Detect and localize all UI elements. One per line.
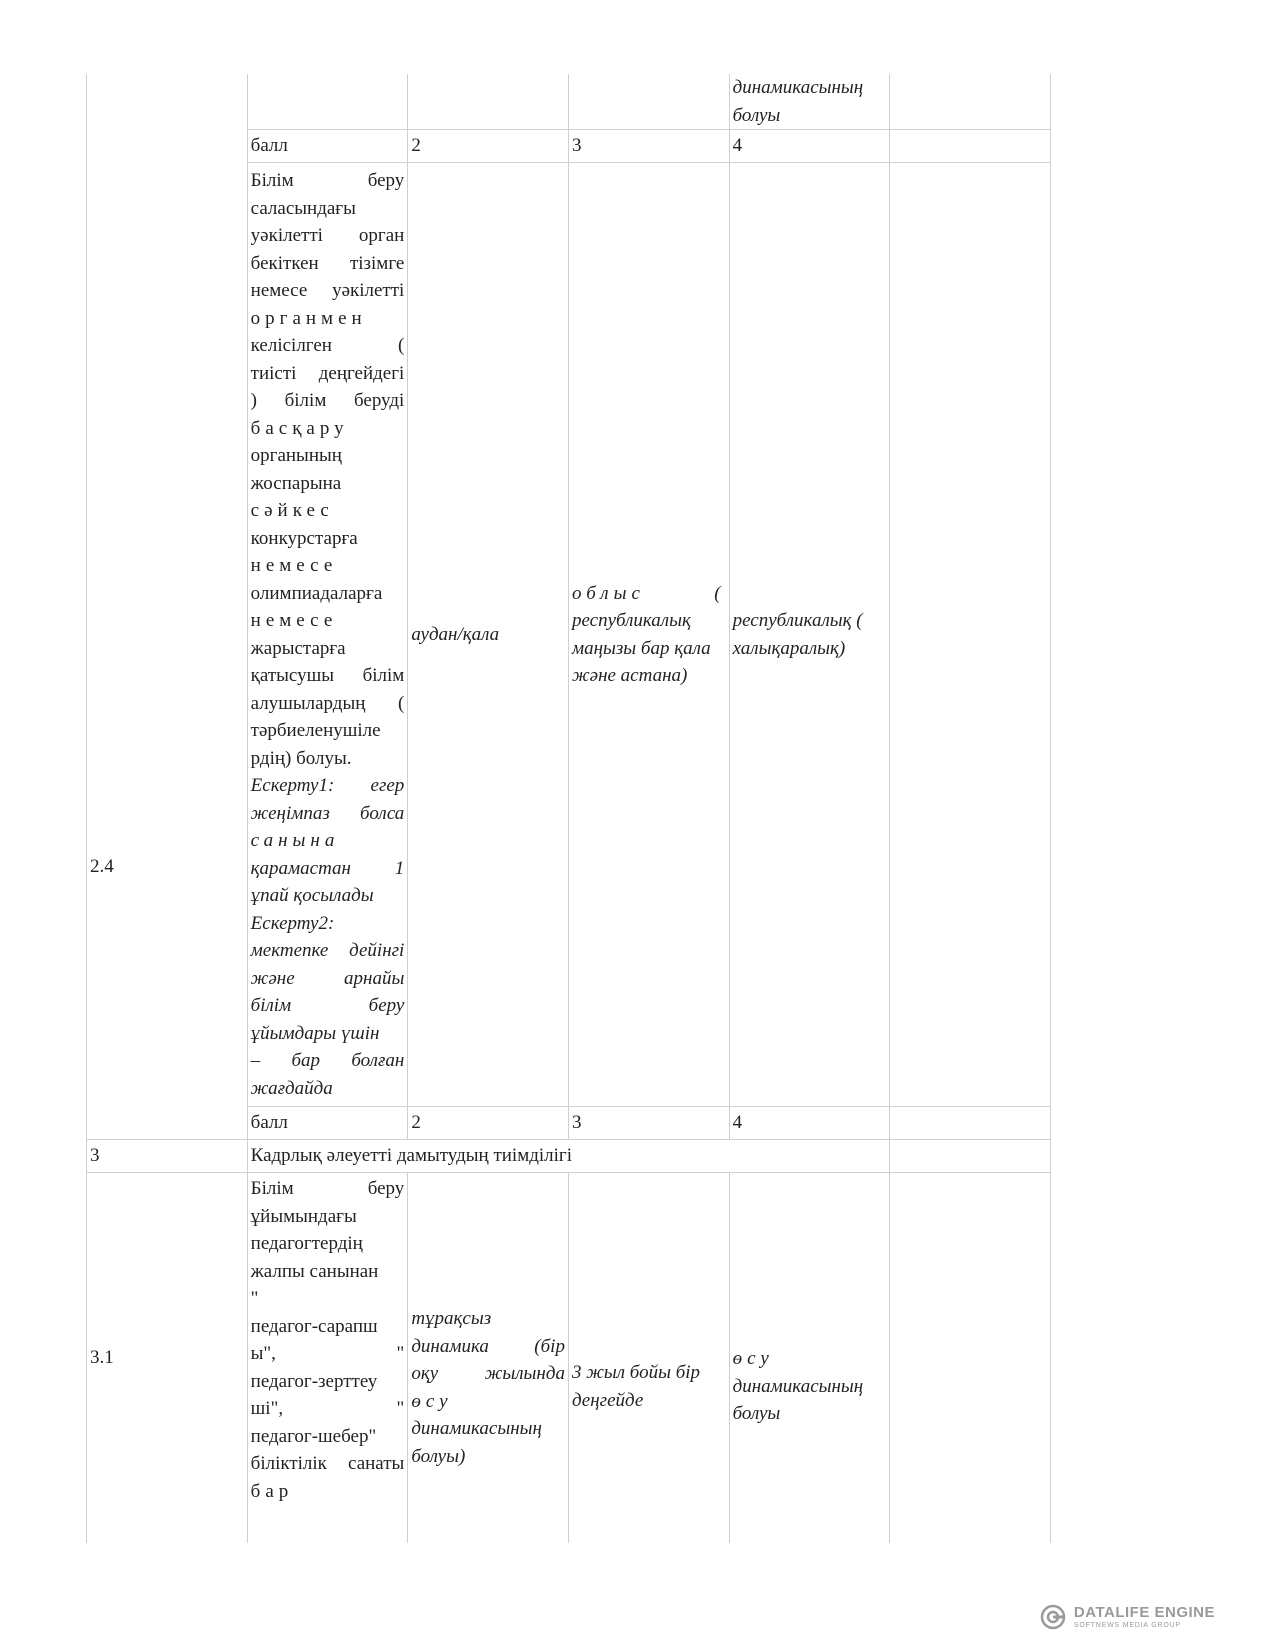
value-cell [729, 1173, 890, 1543]
note-line: жағдайда [250, 1077, 333, 1099]
description-line: немесе уәкілетті [250, 280, 405, 301]
description-line: тәрбиеленушіле [250, 720, 381, 741]
description-line: бекіткен тізімге [250, 252, 405, 274]
description-line: Білім беру [250, 170, 405, 191]
empty-cell [890, 74, 1051, 130]
description-line: ы", " [250, 1343, 405, 1364]
value-cell [729, 74, 890, 130]
value-line: өсу [411, 1390, 453, 1412]
score-label-cell: балл [247, 1107, 408, 1140]
watermark-subtitle: SOFTNEWS MEDIA GROUP [1073, 1621, 1181, 1629]
description-line: ) білім беруді [250, 390, 405, 411]
value-line: болуы [732, 104, 781, 126]
watermark-text [1074, 1605, 1215, 1630]
note-line: мектепке дейінгі [250, 940, 405, 961]
value-line: маңызы бар қала [571, 637, 711, 659]
value-line: болуы) [411, 1445, 466, 1467]
value-line: динамикасының [732, 77, 864, 98]
note-line: білім беру [250, 995, 405, 1016]
value-line: республикалық [571, 610, 691, 631]
note-line: ұпай қосылады [250, 885, 374, 906]
description-line: рдің) болуы. [250, 747, 352, 769]
empty-cell [890, 163, 1051, 1107]
description-line: жоспарына [250, 472, 342, 494]
value-line: облыс ( [571, 582, 726, 604]
value-cell [568, 1173, 729, 1543]
value-line: динамика (бір [411, 1335, 565, 1357]
description-line: келісілген ( [250, 335, 405, 356]
description-line: жарыстарға [250, 637, 346, 659]
datalife-engine-watermark [1040, 1604, 1215, 1630]
note-line: ұйымдары үшін [250, 1022, 380, 1044]
value-line: республикалық ( [732, 610, 863, 631]
score-cell: 2 [408, 130, 569, 163]
description-line: немесе [250, 610, 338, 631]
description-line: қатысушы білім [250, 665, 405, 686]
datalife-logo-icon [1040, 1604, 1066, 1630]
empty-cell [890, 1140, 1051, 1173]
value-line: халықаралық) [732, 637, 846, 659]
description-line: жалпы санынан [250, 1260, 379, 1282]
description-line: уәкілетті орган [250, 225, 405, 246]
value-line: деңгейде [571, 1389, 644, 1411]
value-line: болуы [732, 1403, 781, 1424]
value-cell [729, 163, 890, 1107]
score-cell: 2 [408, 1107, 569, 1140]
value-cell [568, 74, 729, 130]
table-row [87, 1140, 1051, 1173]
description-line: ұйымындағы [250, 1205, 357, 1227]
empty-cell [890, 1173, 1051, 1543]
description-line: конкурстарға [250, 527, 358, 549]
description-line: олимпиадаларға [250, 582, 383, 604]
description-line: тиісті деңгейдегі [250, 362, 405, 384]
value-line: 3 жыл бойы бір [571, 1362, 701, 1383]
description-line: саласындағы [250, 197, 356, 219]
value-line: динамикасының [411, 1418, 542, 1439]
score-label-cell: балл [247, 130, 408, 163]
empty-cell [890, 130, 1051, 163]
description-line: ші", " [250, 1398, 405, 1419]
note-line: – бар болған [250, 1050, 405, 1071]
description-line: біліктілік санаты [250, 1453, 405, 1474]
description-line: педагог-шебер" [250, 1425, 377, 1447]
score-cell: 4 [729, 130, 890, 163]
description-line: " [250, 1288, 259, 1309]
description-line: сәйкес [250, 500, 334, 521]
score-cell: 4 [729, 1107, 890, 1140]
description-cell [247, 1173, 408, 1543]
section-number-cell: 3 [87, 1140, 248, 1173]
row-number-cell: 3.1 [87, 1173, 248, 1543]
value-cell [408, 74, 569, 130]
value-line: өсу [732, 1348, 774, 1369]
description-cell [247, 74, 408, 130]
watermark-title: DATALIFE ENGINE [1073, 1603, 1215, 1621]
description-line: басқару [250, 417, 349, 439]
description-line: органының [250, 445, 342, 466]
note-line: қарамастан 1 [250, 857, 405, 879]
row-number-cell: 2.4 [87, 74, 248, 1140]
description-line: немесе [250, 555, 338, 576]
table-row [87, 1173, 1051, 1543]
note-line: және арнайы [250, 967, 405, 989]
note-line: жеңімпаз болса [250, 802, 405, 824]
value-line: тұрақсыз [411, 1308, 492, 1329]
description-line: органмен [250, 307, 367, 329]
description-line: алушылардың ( [250, 692, 405, 714]
note-line: санына [250, 830, 340, 851]
empty-cell [890, 1107, 1051, 1140]
description-line: педагогтердің [250, 1233, 363, 1254]
value-line: аудан/қала [411, 623, 500, 645]
table-row [87, 74, 1051, 130]
score-cell: 3 [568, 130, 729, 163]
value-line: және астана) [571, 665, 688, 686]
value-cell [408, 1173, 569, 1543]
description-cell [247, 163, 408, 1107]
note-line: Ескерту2: [250, 912, 335, 934]
note-line: Ескерту1: егер [250, 775, 405, 796]
description-line: бар [250, 1480, 294, 1502]
description-line: Білім беру [250, 1178, 405, 1199]
section-title-cell: Кадрлық әлеуетті дамытудың тиімділігі [247, 1140, 890, 1173]
description-line: педагог-сарапш [250, 1315, 378, 1337]
value-cell [408, 163, 569, 1107]
score-cell: 3 [568, 1107, 729, 1140]
value-line: оқу жылында [411, 1363, 565, 1384]
description-line: педагог-зерттеу [250, 1370, 378, 1392]
criteria-table [86, 74, 1051, 1543]
value-line: динамикасының [732, 1375, 864, 1397]
value-cell [568, 163, 729, 1107]
